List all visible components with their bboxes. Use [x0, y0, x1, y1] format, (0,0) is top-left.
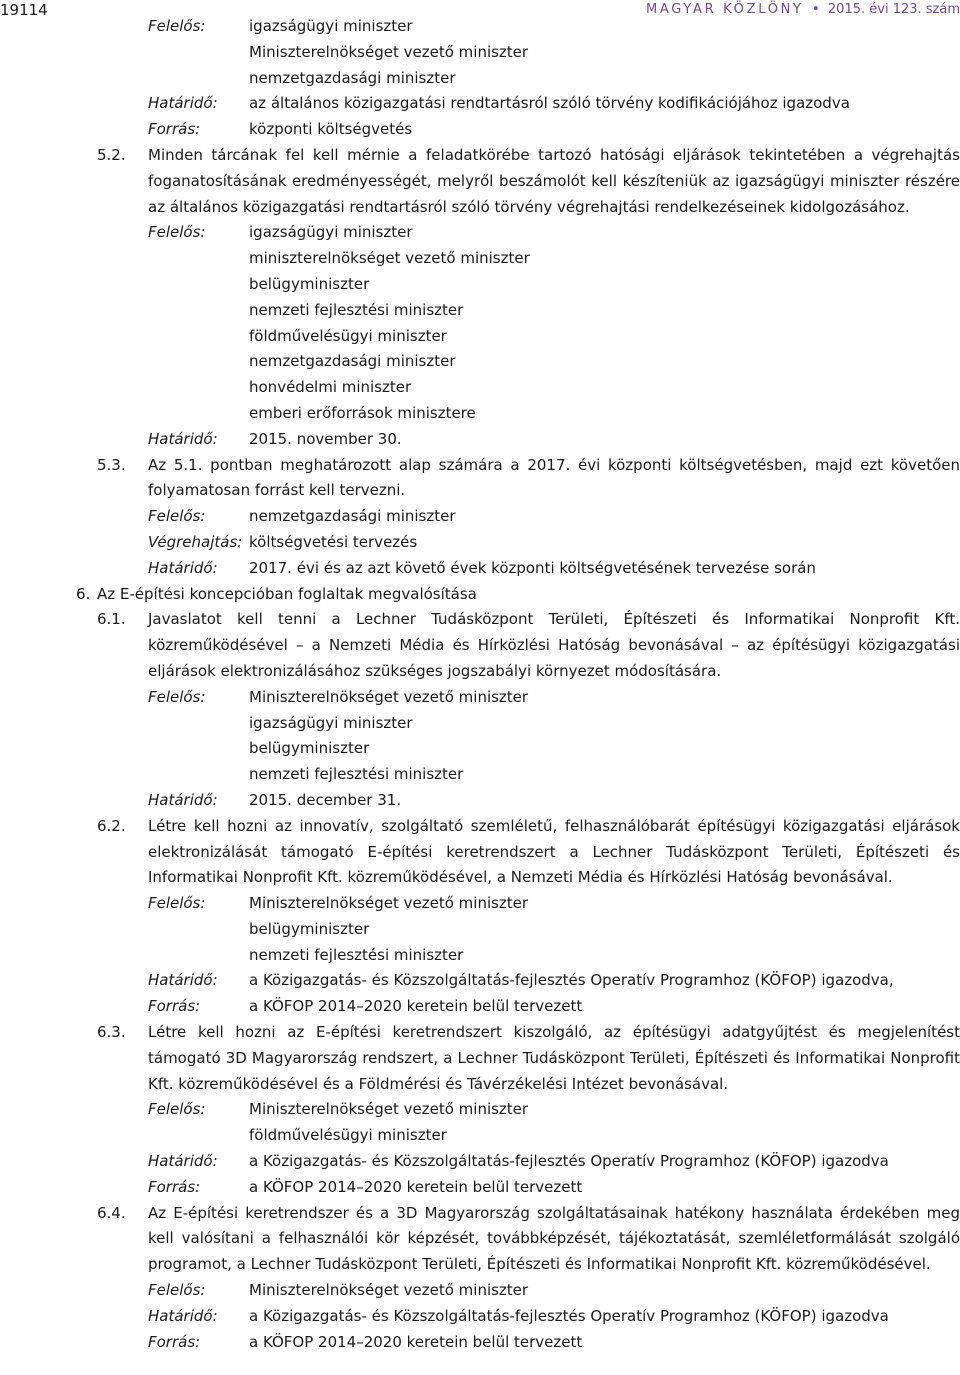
document-body — [0, 14, 960, 1355]
source-label: Forrás: — [148, 1177, 201, 1196]
item-5-3-responsible — [148, 504, 960, 530]
item-5-2-deadline — [148, 427, 960, 453]
item-6-4 — [0, 1201, 960, 1278]
deadline-label: Határidő: — [148, 1306, 218, 1325]
item-number: 6.4. — [97, 1203, 126, 1222]
item-6-4-source — [148, 1330, 960, 1356]
section-6 — [0, 582, 960, 608]
item-6-1-responsible — [148, 685, 960, 788]
header-bullet: • — [803, 2, 828, 17]
source-value: a KÖFOP 2014–2020 keretein belül tervezett — [249, 997, 583, 1016]
item-text: Javaslatot kell tenni a Lechner Tudásközpont Területi, Építészeti és Informatikai Nonprofit Kft. közreműködésével – a Nemzeti Média és Hírközlési Hatóság bevonásával – az építésügyi közigazgatási eljárások elektronizálásához szükséges jogszabályi környezet módosítására. — [148, 610, 960, 680]
responsible-entry: Miniszterelnökséget vezető miniszter — [249, 687, 529, 706]
item-text: Az E-építési keretrendszer és a 3D Magyarország szolgáltatásainak hatékony használata érdekében meg kell valósítani a felhasználói kör képzését, továbbképzését, tájékoztatását, szemléletformálását szolgáló programot, a Lechner Tudásközpont Területi, Építészeti és Informatikai Nonprofit Kft. közreműködésével. — [148, 1203, 960, 1274]
deadline-value: a Közigazgatás- és Közszolgáltatás-fejlesztés Operatív Programhoz (KÖFOP) igazodva, — [249, 971, 894, 990]
responsible-entry: igazságügyi miniszter — [249, 713, 413, 732]
item-5-3-execution — [148, 530, 960, 556]
deadline-label: Határidő: — [148, 429, 218, 448]
deadline-value: az általános közigazgatási rendtartásról szóló törvény kodifikációjához igazodva — [249, 94, 850, 113]
responsible-entry: Miniszterelnökséget vezető miniszter — [249, 894, 529, 913]
responsible-label: Felelős: — [148, 894, 206, 913]
item-6-2-responsible — [148, 891, 960, 968]
source-label: Forrás: — [148, 1332, 201, 1351]
item-number: 5.2. — [97, 145, 126, 164]
item-6-2 — [0, 814, 960, 891]
deadline-value: 2015. december 31. — [249, 790, 402, 809]
responsible-label: Felelős: — [148, 17, 206, 35]
item-6-1 — [0, 607, 960, 684]
responsible-entry: belügyminiszter — [249, 919, 370, 938]
item-text: Minden tárcának fel kell mérnie a feladatkörébe tartozó hatósági eljárások tekintetében a végrehajtás foganatosításának eredményességét, melyről beszámolót kell készíteniük az igazságügyi miniszter részére az általános közigazgatási rendtartásról szóló törvény végrehajtási rendelkezéseinek kidolgozásához. — [148, 145, 960, 216]
source-label: Forrás: — [148, 997, 201, 1016]
item-5-3-deadline — [148, 556, 960, 582]
responsible-entry: Miniszterelnökséget vezető miniszter — [249, 1281, 529, 1300]
responsible-entry: nemzeti fejlesztési miniszter — [249, 765, 464, 784]
item-6-3 — [0, 1020, 960, 1097]
deadline-label: Határidő: — [148, 558, 218, 577]
responsible-label: Felelős: — [148, 507, 206, 526]
deadline-value: a Közigazgatás- és Közszolgáltatás-fejlesztés Operatív Programhoz (KÖFOP) igazodva — [249, 1306, 889, 1325]
item-6-3-source — [148, 1175, 960, 1201]
item-number: 6.3. — [97, 1023, 126, 1042]
execution-value: költségvetési tervezés — [249, 532, 418, 551]
section-number: 6. — [76, 584, 91, 603]
item-text: Az 5.1. pontban meghatározott alap számára a 2017. évi központi költségvetésben, majd ezt követően folyamatosan forrást kell tervezni. — [148, 455, 960, 500]
responsible-entry: belügyminiszter — [249, 274, 370, 293]
responsible-entry: miniszterelnökséget vezető miniszter — [249, 249, 530, 268]
responsible-entry: nemzetgazdasági miniszter — [249, 352, 456, 371]
item-6-3-deadline — [148, 1149, 960, 1175]
responsible-entry: belügyminiszter — [249, 739, 370, 758]
item-6-2-deadline — [148, 968, 960, 994]
deadline-value: 2015. november 30. — [249, 429, 402, 448]
item-text: Létre kell hozni az innovatív, szolgáltató szemléletű, felhasználóbarát építésügyi közigazgatási eljárások elektronizálását támogató E-építési keretrendszert a Lechner Tudásközpont Területi, Építészeti és Informatikai Nonprofit Kft. közreműködésével, a Nemzeti Média és Hírközlési Hatóság bevonásával. — [148, 816, 960, 887]
item-number: 5.3. — [97, 455, 126, 474]
responsible-entry: nemzetgazdasági miniszter — [249, 507, 456, 526]
source-label: Forrás: — [148, 120, 201, 139]
item-6-4-deadline — [148, 1304, 960, 1330]
deadline-label: Határidő: — [148, 94, 218, 113]
execution-label: Végrehajtás: — [148, 532, 243, 551]
responsible-entry: igazságügyi miniszter — [249, 17, 413, 35]
source-value: központi költségvetés — [249, 120, 413, 139]
item-number: 6.1. — [97, 610, 126, 629]
magazine-title: MAGYAR KÖZLÖNY — [645, 2, 804, 17]
responsible-entry: Miniszterelnökséget vezető miniszter — [249, 1100, 529, 1119]
source-value: a KÖFOP 2014–2020 keretein belül tervezett — [249, 1177, 583, 1196]
item-6-1-deadline — [148, 788, 960, 814]
responsible-entry: emberi erőforrások minisztere — [249, 403, 476, 422]
source-value: a KÖFOP 2014–2020 keretein belül tervezett — [249, 1332, 583, 1351]
responsible-label: Felelős: — [148, 1100, 206, 1119]
deadline-label: Határidő: — [148, 971, 218, 990]
responsible-entry: Miniszterelnökséget vezető miniszter — [249, 42, 529, 61]
responsible-entry: földművelésügyi miniszter — [249, 1126, 447, 1145]
responsible-label: Felelős: — [148, 223, 206, 242]
responsible-entry: nemzeti fejlesztési miniszter — [249, 945, 464, 964]
item-6-4-responsible — [148, 1278, 960, 1304]
responsible-entry: igazságügyi miniszter — [249, 223, 413, 242]
item-5-2 — [0, 143, 960, 220]
page-number: 19114 — [0, 1, 48, 19]
deadline-label: Határidő: — [148, 790, 218, 809]
item-6-3-responsible — [148, 1097, 960, 1149]
responsible-entry: földművelésügyi miniszter — [249, 326, 447, 345]
section-title: Az E-építési koncepcióban foglaltak megvalósítása — [97, 584, 477, 603]
deadline-value: a Közigazgatás- és Közszolgáltatás-fejlesztés Operatív Programhoz (KÖFOP) igazodva — [249, 1152, 889, 1171]
item-5-3 — [0, 453, 960, 505]
responsible-entry: nemzetgazdasági miniszter — [249, 68, 456, 87]
item-5-2-responsible — [148, 220, 960, 426]
deadline-value: 2017. évi és az azt követő évek központi költségvetésének tervezése során — [249, 558, 816, 577]
responsible-label: Felelős: — [148, 687, 206, 706]
issue-label: 2015. évi 123. szám — [827, 2, 960, 17]
responsible-label: Felelős: — [148, 1281, 206, 1300]
responsible-entry: nemzeti fejlesztési miniszter — [249, 300, 464, 319]
item-text: Létre kell hozni az E-építési keretrendszert kiszolgáló, az építésügyi adatgyűjtést és megjelenítést támogató 3D Magyarország rendszert, a Lechner Tudásközpont Területi, Építészeti és Informatikai Nonprofit Kft. közreműködésével és a Földmérési és Távérzékelési Intézet bevonásával. — [148, 1023, 960, 1093]
top-source — [148, 117, 960, 143]
deadline-label: Határidő: — [148, 1152, 218, 1171]
item-number: 6.2. — [97, 816, 126, 835]
top-responsible — [148, 14, 960, 91]
top-deadline — [148, 91, 960, 117]
item-6-2-source — [148, 994, 960, 1020]
responsible-entry: honvédelmi miniszter — [249, 378, 412, 397]
